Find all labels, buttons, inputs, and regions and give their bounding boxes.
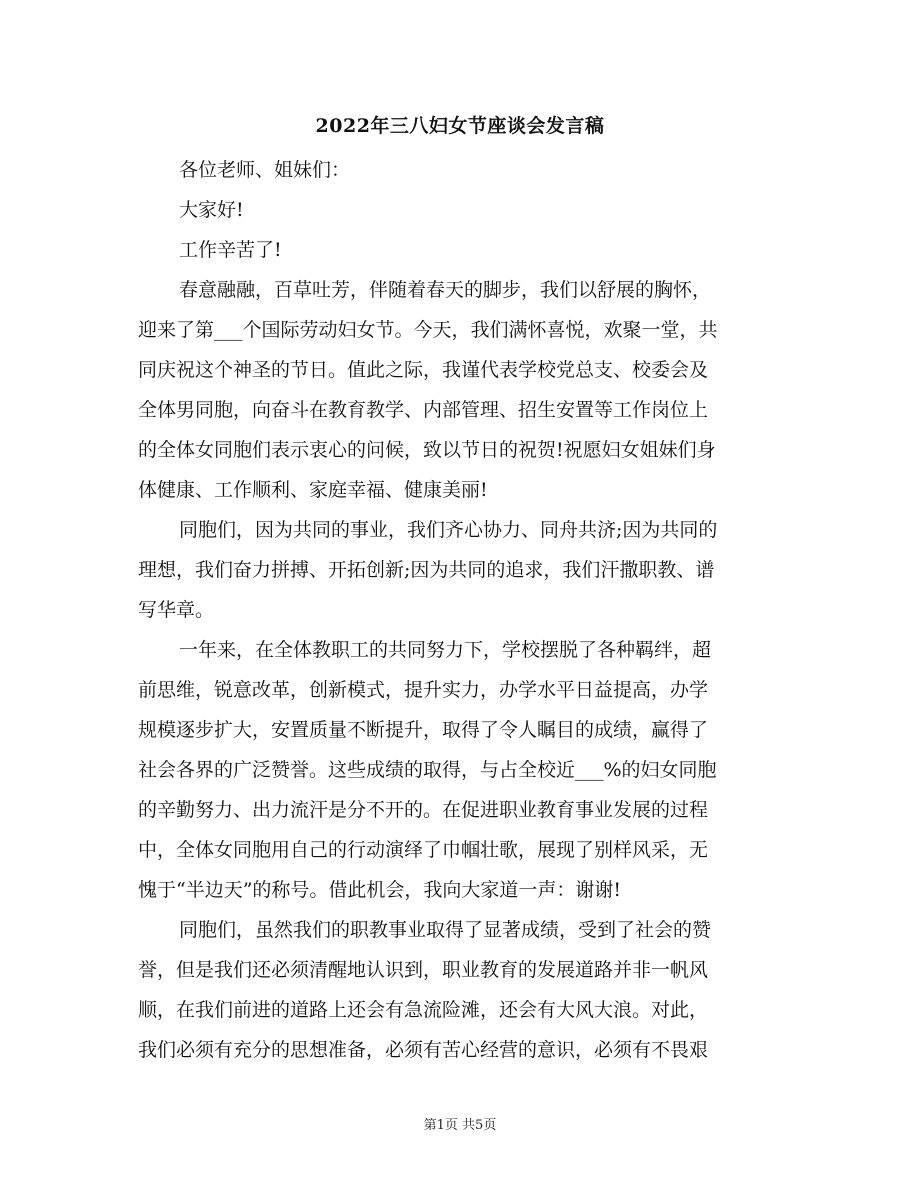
text-line: 一年来，在全体教职工的共同努力下，学校摆脱了各种羁绊，超 bbox=[179, 639, 712, 661]
text-line: 愧于“半边天”的称号。借此机会，我向大家道一声：谢谢! bbox=[138, 879, 622, 901]
text-line: 大家好! bbox=[179, 199, 244, 221]
document-body bbox=[138, 150, 786, 1070]
text-line: 中，全体女同胞用自己的行动演绎了巾帼壮歌，展现了别样风采，无 bbox=[138, 839, 709, 861]
text-line: 全体男同胞，向奋斗在教育教学、内部管理、招生安置等工作岗位上 bbox=[138, 399, 709, 421]
text-line: 春意融融，百草吐芳，伴随着春天的脚步，我们以舒展的胸怀， bbox=[179, 279, 712, 301]
text-line: 我们必须有充分的思想准备，必须有苦心经营的意识，必须有不畏艰 bbox=[138, 1039, 709, 1061]
text-line: 顺，在我们前进的道路上还会有急流险滩，还会有大风大浪。对此， bbox=[138, 999, 709, 1021]
text-line: 的全体女同胞们表示衷心的问候，致以节日的祝贺!祝愿妇女姐妹们身 bbox=[138, 439, 716, 461]
text-line: 同胞们，虽然我们的职教事业取得了显著成绩，受到了社会的赞 bbox=[179, 919, 712, 941]
page-footer: 第1页 共5页 bbox=[423, 1118, 497, 1133]
text-line: 工作辛苦了! bbox=[179, 239, 282, 261]
text-line: 规模逐步扩大，安置质量不断提升，取得了令人瞩目的成绩，赢得了 bbox=[138, 719, 709, 741]
text-line: 的辛勤努力、出力流汗是分不开的。在促进职业教育事业发展的过程 bbox=[138, 799, 709, 821]
text-line: 同庆祝这个神圣的节日。值此之际，我谨代表学校党总支、校委会及 bbox=[138, 359, 709, 381]
text-line: 迎来了第___个国际劳动妇女节。今天，我们满怀喜悦，欢聚一堂，共 bbox=[138, 319, 718, 341]
text-line: 前思维，锐意改革，创新模式，提升实力，办学水平日益提高，办学 bbox=[138, 679, 709, 701]
text-line: 同胞们，因为共同的事业，我们齐心协力、同舟共济;因为共同的 bbox=[179, 519, 718, 541]
text-line: 社会各界的广泛赞誉。这些成绩的取得，与占全校近___%的妇女同胞 bbox=[138, 759, 717, 781]
text-line: 体健康、工作顺利、家庭幸福、健康美丽! bbox=[138, 479, 488, 501]
text-line: 各位老师、姐妹们： bbox=[179, 159, 351, 181]
text-line: 写华章。 bbox=[138, 599, 215, 621]
text-line: 誉，但是我们还必须清醒地认识到，职业教育的发展道路并非一帆风 bbox=[138, 959, 709, 981]
text-line: 理想，我们奋力拼搏、开拓创新;因为共同的追求，我们汗撒职教、谱 bbox=[138, 559, 715, 581]
document-title: 2022年三八妇女节座谈会发言稿 bbox=[315, 115, 605, 137]
